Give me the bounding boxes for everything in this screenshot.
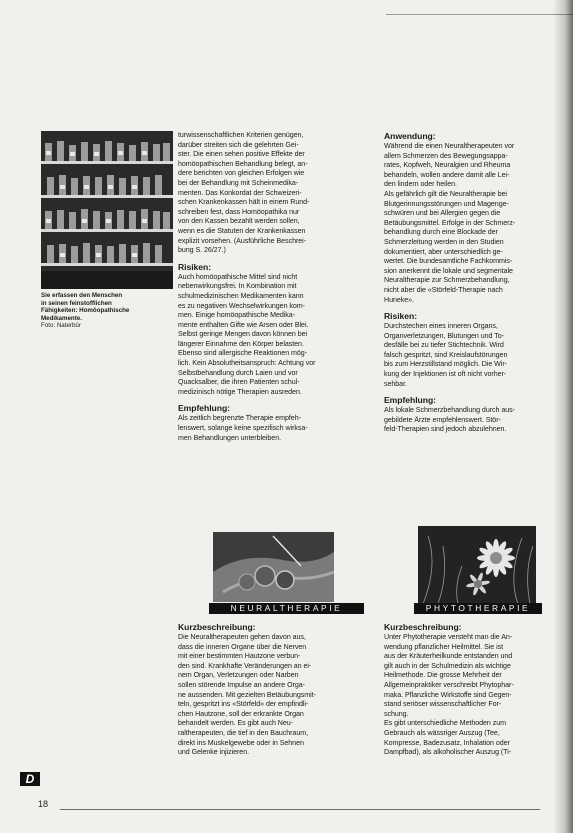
section-heading-recommendation: Empfehlung:	[384, 395, 436, 406]
text-line: aus der Kräuterheilkunde entstanden und	[384, 652, 513, 661]
text-line: Als lokale Schmerzbehandlung durch aus-	[384, 406, 515, 415]
text-line: Organverletzungen, Blutungen und To-	[384, 331, 504, 340]
page-number: 18	[38, 799, 49, 809]
middle-column	[178, 131, 364, 443]
neuraltherapy-description	[178, 622, 364, 758]
phytotherapy-description	[384, 622, 566, 758]
text-line: bei der Behandlung mit Scheinmedika-	[178, 178, 299, 187]
text-line: dokumentiert, aber unterschiedlich ge-	[384, 247, 503, 256]
text-line: den lindern oder heilen.	[384, 180, 457, 189]
text-line: nem Organ, Verletzungen oder Narben	[178, 671, 299, 680]
chamomile-illustration	[418, 526, 536, 604]
text-line: chen Hautzone, soll der erkrankte Organ	[178, 709, 304, 718]
footer-rule	[60, 809, 540, 810]
text-line: feld-Therapien sind jedoch abzulehnen.	[384, 425, 507, 434]
pharmacy-shelves-photo	[41, 131, 173, 289]
text-line: schen Krankenkassen hält in einem Rund-	[178, 198, 310, 207]
text-line: mente enthalten Gifte wie Arsen oder Blei.	[178, 320, 309, 329]
text-line: bung S. 26/27.)	[178, 246, 226, 255]
text-line: längerer Einnahme den Körper belasten.	[178, 339, 304, 348]
text-line: bis zum Herzstillstand möglich. Die Wir-	[384, 360, 507, 369]
caption-line: Sie erfassen den Menschen	[41, 292, 123, 299]
caption-line: Fähigkeiten: Homöopathische	[41, 307, 130, 315]
text-line: Selbst geringe Mengen davon können bei	[178, 330, 308, 339]
text-line: lich. Kein Absolutheitsanspruch: Achtung vor	[178, 359, 316, 368]
text-line: wendung pflanzlicher Heilmittel. Sie ist	[384, 642, 504, 651]
text-line: darüber streiten sich die gelehrten Gei-	[178, 140, 299, 149]
text-line: stand seriöser wissenschaftlicher For-	[384, 700, 502, 709]
neuraltherapy-banner: NEURALTHERAPIE	[209, 603, 364, 614]
text-line: Blutgerinnungsstörungen und Magenge-	[384, 199, 509, 208]
text-line: Heilmethode. Die grosse Mehrheit der	[384, 671, 502, 680]
text-line: kung der Injektionen ist oft nicht vorher-	[384, 370, 507, 379]
text-line: gebildete Ärzte empfehlenswert. Stör-	[384, 415, 501, 424]
caption-line: in seinen feinstofflichen	[41, 299, 112, 307]
phytotherapy-photo	[418, 526, 536, 604]
text-line: Schmerzleitung werden in den Studien	[384, 237, 504, 246]
section-heading-recommendation: Empfehlung:	[178, 403, 230, 414]
section-heading-application: Anwendung:	[384, 131, 436, 141]
text-line: mit einer bestimmten Hautzone verbun-	[178, 652, 301, 661]
text-line: Dampfbad), als alkoholischer Auszug (Ti-	[384, 748, 512, 757]
top-rule	[386, 14, 573, 15]
text-line: Huneke».	[384, 295, 414, 304]
photo-credit: Foto: Naterbür	[41, 322, 81, 330]
text-line: ster. Die einen sehen positive Effekte der	[178, 150, 305, 159]
text-line: sion anerkennt die lokale und segmentale	[384, 266, 513, 275]
text-line: Neuraltherapie zur Schmerzbehandlung,	[384, 276, 510, 285]
text-line: raltherapeuten, die tief in den Bauchraum,	[178, 728, 309, 737]
text-line: behandelt werden. Es gibt auch Neu-	[178, 719, 293, 728]
text-line: gilt auch in der Schulmedizin als wichtige	[384, 661, 511, 670]
text-line: behandlung durch eine Blockade der	[384, 228, 498, 237]
text-line: und Gelenke injizieren.	[178, 748, 250, 757]
text-line: Gebrauch als wässriger Auszug (Tee,	[384, 728, 500, 737]
text-line: Betäubungsmittel. Erfolge in der Schmerz-	[384, 218, 516, 227]
text-line: menten. Das Konkordat der Schweizeri-	[178, 188, 302, 197]
section-heading-short-description: Kurzbeschreibung:	[384, 622, 462, 632]
neuraltherapy-photo	[213, 532, 334, 602]
text-line: rates, Kopfweh, Neuralgien und Rheuma	[384, 161, 511, 170]
text-line: maka. Pflanzliche Wirkstoffe sind Gegen-	[384, 690, 512, 699]
text-line: homöopathischen Behandlung belegt, an-	[178, 159, 308, 168]
text-line: Quacksalber, die ihren Patienten schul-	[178, 378, 300, 387]
text-line: Auch homöopathische Mittel sind nicht	[178, 272, 298, 281]
text-line: explizit vorsehen. (Ausführliche Beschrei-	[178, 236, 307, 245]
text-line: desfälle bei zu tiefer Stichtechnik. Wird	[384, 341, 504, 350]
text-line: sollen störende Impulse an andere Orga-	[178, 680, 305, 689]
pharmacy-shelves-illustration	[41, 131, 173, 289]
text-line: Während die einen Neuraltherapeuten vor	[384, 142, 515, 150]
text-line: teln, gespritzt ins «Störfeld» der empfindli-	[178, 700, 309, 709]
text-line: es zu negativen Wechselwirkungen kom-	[178, 301, 305, 310]
text-line: nicht aber die «Störfeld-Therapie nach	[384, 285, 503, 294]
text-line: schung.	[384, 709, 409, 718]
text-line: lenswert, solange keine spezifisch wirksa-	[178, 424, 308, 433]
text-line: Unter Phytotherapie versteht man die An-	[384, 633, 513, 641]
text-line: dere berichten von gleichen Erfolgen wie	[178, 169, 305, 178]
text-line: Kompresse, Badezusatz, Inhalation oder	[384, 738, 510, 747]
text-line: schulmedizinischen Medikamenten kann	[178, 291, 304, 300]
text-line: behandeln, wollen andere damit alle Lei-	[384, 170, 510, 179]
text-line: Die Neuraltherapeuten gehen davon aus,	[178, 633, 306, 641]
text-line: wertet. Die bundesamtliche Fachkommis-	[384, 257, 513, 266]
text-line: dass die inneren Organe über die Nerven	[178, 642, 307, 651]
text-line: Durchstechen eines inneren Organs,	[384, 322, 498, 331]
text-line: Es gibt unterschiedliche Methoden zum	[384, 719, 506, 728]
text-line: turwissenschaftlichen Kriterien genügen,	[178, 131, 304, 139]
text-line: Selbstbehandlung durch Laien und vor	[178, 368, 298, 377]
text-line: men. Einige homöopathische Medika-	[178, 311, 295, 320]
text-line: men Behandlungen unterbleiben.	[178, 433, 282, 442]
text-line: von den Kassen bezahlt werden sollen,	[178, 217, 300, 226]
text-line: direkt ins Muskelgewebe oder in Sehnen	[178, 738, 304, 747]
text-line: Ebenso sind allergische Reaktionen mög-	[178, 349, 307, 358]
text-line: wenn es die Statuten der Krankenkassen	[178, 226, 306, 235]
text-line: medizinisch nötige Therapien ausreden.	[178, 387, 302, 396]
text-line: allem Schmerzen des Bewegungsappa-	[384, 151, 508, 160]
page-fold-shadow	[553, 0, 573, 833]
text-line: falsch gespritzt, sind Kreislaufstörungen	[384, 350, 508, 359]
right-column	[384, 131, 566, 435]
photo-caption	[41, 292, 129, 330]
injection-illustration	[213, 532, 334, 602]
caption-line: Medikamente.	[41, 314, 82, 322]
text-line: schwüren und bei Allergien gegen die	[384, 209, 501, 218]
text-line: schreiben fest, dass Homöopathika nur	[178, 207, 300, 216]
section-marker: D	[20, 772, 40, 786]
text-line: den sind. Krankhafte Veränderungen an ei-	[178, 661, 312, 670]
phytotherapy-banner: PHYTOTHERAPIE	[414, 603, 542, 614]
section-heading-risks: Risiken:	[178, 261, 212, 272]
text-line: sehbar.	[384, 379, 407, 388]
section-heading-risks: Risiken:	[384, 311, 418, 322]
text-line: nebenwirkungsfrei. In Kombination mit	[178, 282, 297, 291]
text-line: Als zeitlich begrenzte Therapie empfeh-	[178, 414, 301, 423]
text-line: ne aussenden. Mit gezielten Betäubungsmit-	[178, 690, 316, 699]
text-line: Allgemeinpraktiker verschreibt Phytophar-	[384, 680, 514, 689]
section-heading-short-description: Kurzbeschreibung:	[178, 622, 256, 632]
text-line: Als gefährlich gilt die Neuraltherapie bei	[384, 189, 507, 198]
